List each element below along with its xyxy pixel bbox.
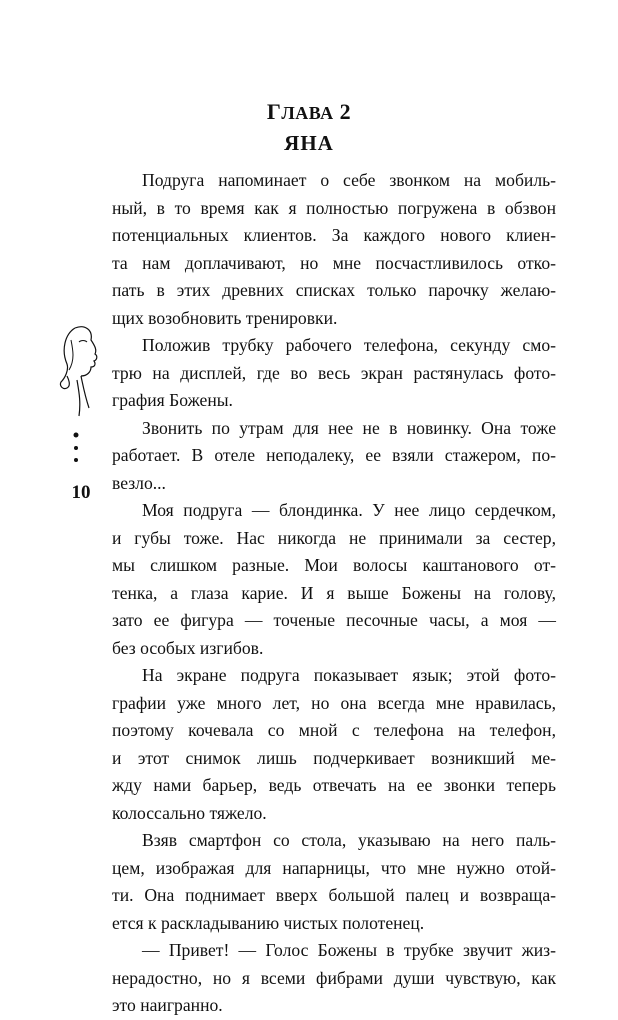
text-line: везло... [112,472,166,493]
text-line: потенциальных клиентов. За каждого нового клиен- [112,225,556,245]
text-line: и губы тоже. Нас никогда не принимали за сестер, [112,527,556,548]
chapter-name: ЯНА [284,131,334,155]
chapter-header [0,97,618,158]
text-line: зато ее фигура — точеные песочные часы, а моя — [112,610,556,630]
text-line: трю на дисплей, где во весь экран растянулась фото- [112,362,556,383]
page-number: 10 [71,482,91,503]
text-line: колоссально тяжело. [112,802,267,823]
text-line: щих возобновить тренировки. [112,307,338,328]
chapter-label-initial: Г [266,99,282,124]
text-line: мы слишком разные. Мои волосы каштанового от- [112,555,556,575]
text-line: Моя подруга — блондинка. У нее лицо сердечком, [142,500,556,520]
text-line: и этот снимок лишь подчеркивает возникший ме- [112,747,556,768]
text-line: поэтому кочевала со мной с телефона на телефон, [112,720,556,740]
chapter-number: 2 [339,99,352,124]
text-line: Звонить по утрам для нее не в новинку. Она тоже [142,417,556,438]
text-line: работает. В отеле неподалеку, ее взяли стажером, по- [112,445,556,465]
text-line: Взяв смартфон со стола, указываю на него паль- [142,830,556,850]
text-line: Подруга напоминает о себе звонком на мобиль- [142,170,556,190]
text-line: На экране подруга показывает язык; этой фото- [142,665,556,685]
text-line: Положив трубку рабочего телефона, секунду смо- [142,335,556,355]
text-line: ти. Она поднимает вверх большой палец и возвраща- [112,885,556,905]
vertical-dots-icon [71,430,81,466]
text-line: та нам доплачивают, но мне посчастливилось отко- [112,252,556,273]
text-line: ется к раскладыванию чистых полотенец. [112,912,425,933]
chapter-title [0,97,618,128]
text-line: без особых изгибов. [112,637,264,658]
line-art-woman-face-icon [55,320,107,420]
body-text [112,167,556,1020]
text-line: графии уже много лет, но она всегда мне нравилась, [112,692,556,713]
text-line: жду нами барьер, ведь отвечать на ее звонки теперь [112,775,556,795]
text-line: графия Божены. [112,390,233,410]
text-line: — Привет! — Голос Божены в трубке звучит жиз- [142,940,556,960]
text-line: ный, в то время как я полностью погружена в обзвон [112,197,556,218]
chapter-label-rest: ЛАВА [281,103,334,123]
text-line: это наигранно. [112,995,223,1015]
text-line: тенка, а глаза карие. И я выше Божены на голову, [112,582,556,603]
text-line: нерадостно, но я всеми фибрами души чувствую, как [112,967,556,988]
text-line: цем, изображая для напарницы, что мне нужно отой- [112,857,556,878]
text-line: пать в этих древних списках только парочку желаю- [112,280,556,300]
